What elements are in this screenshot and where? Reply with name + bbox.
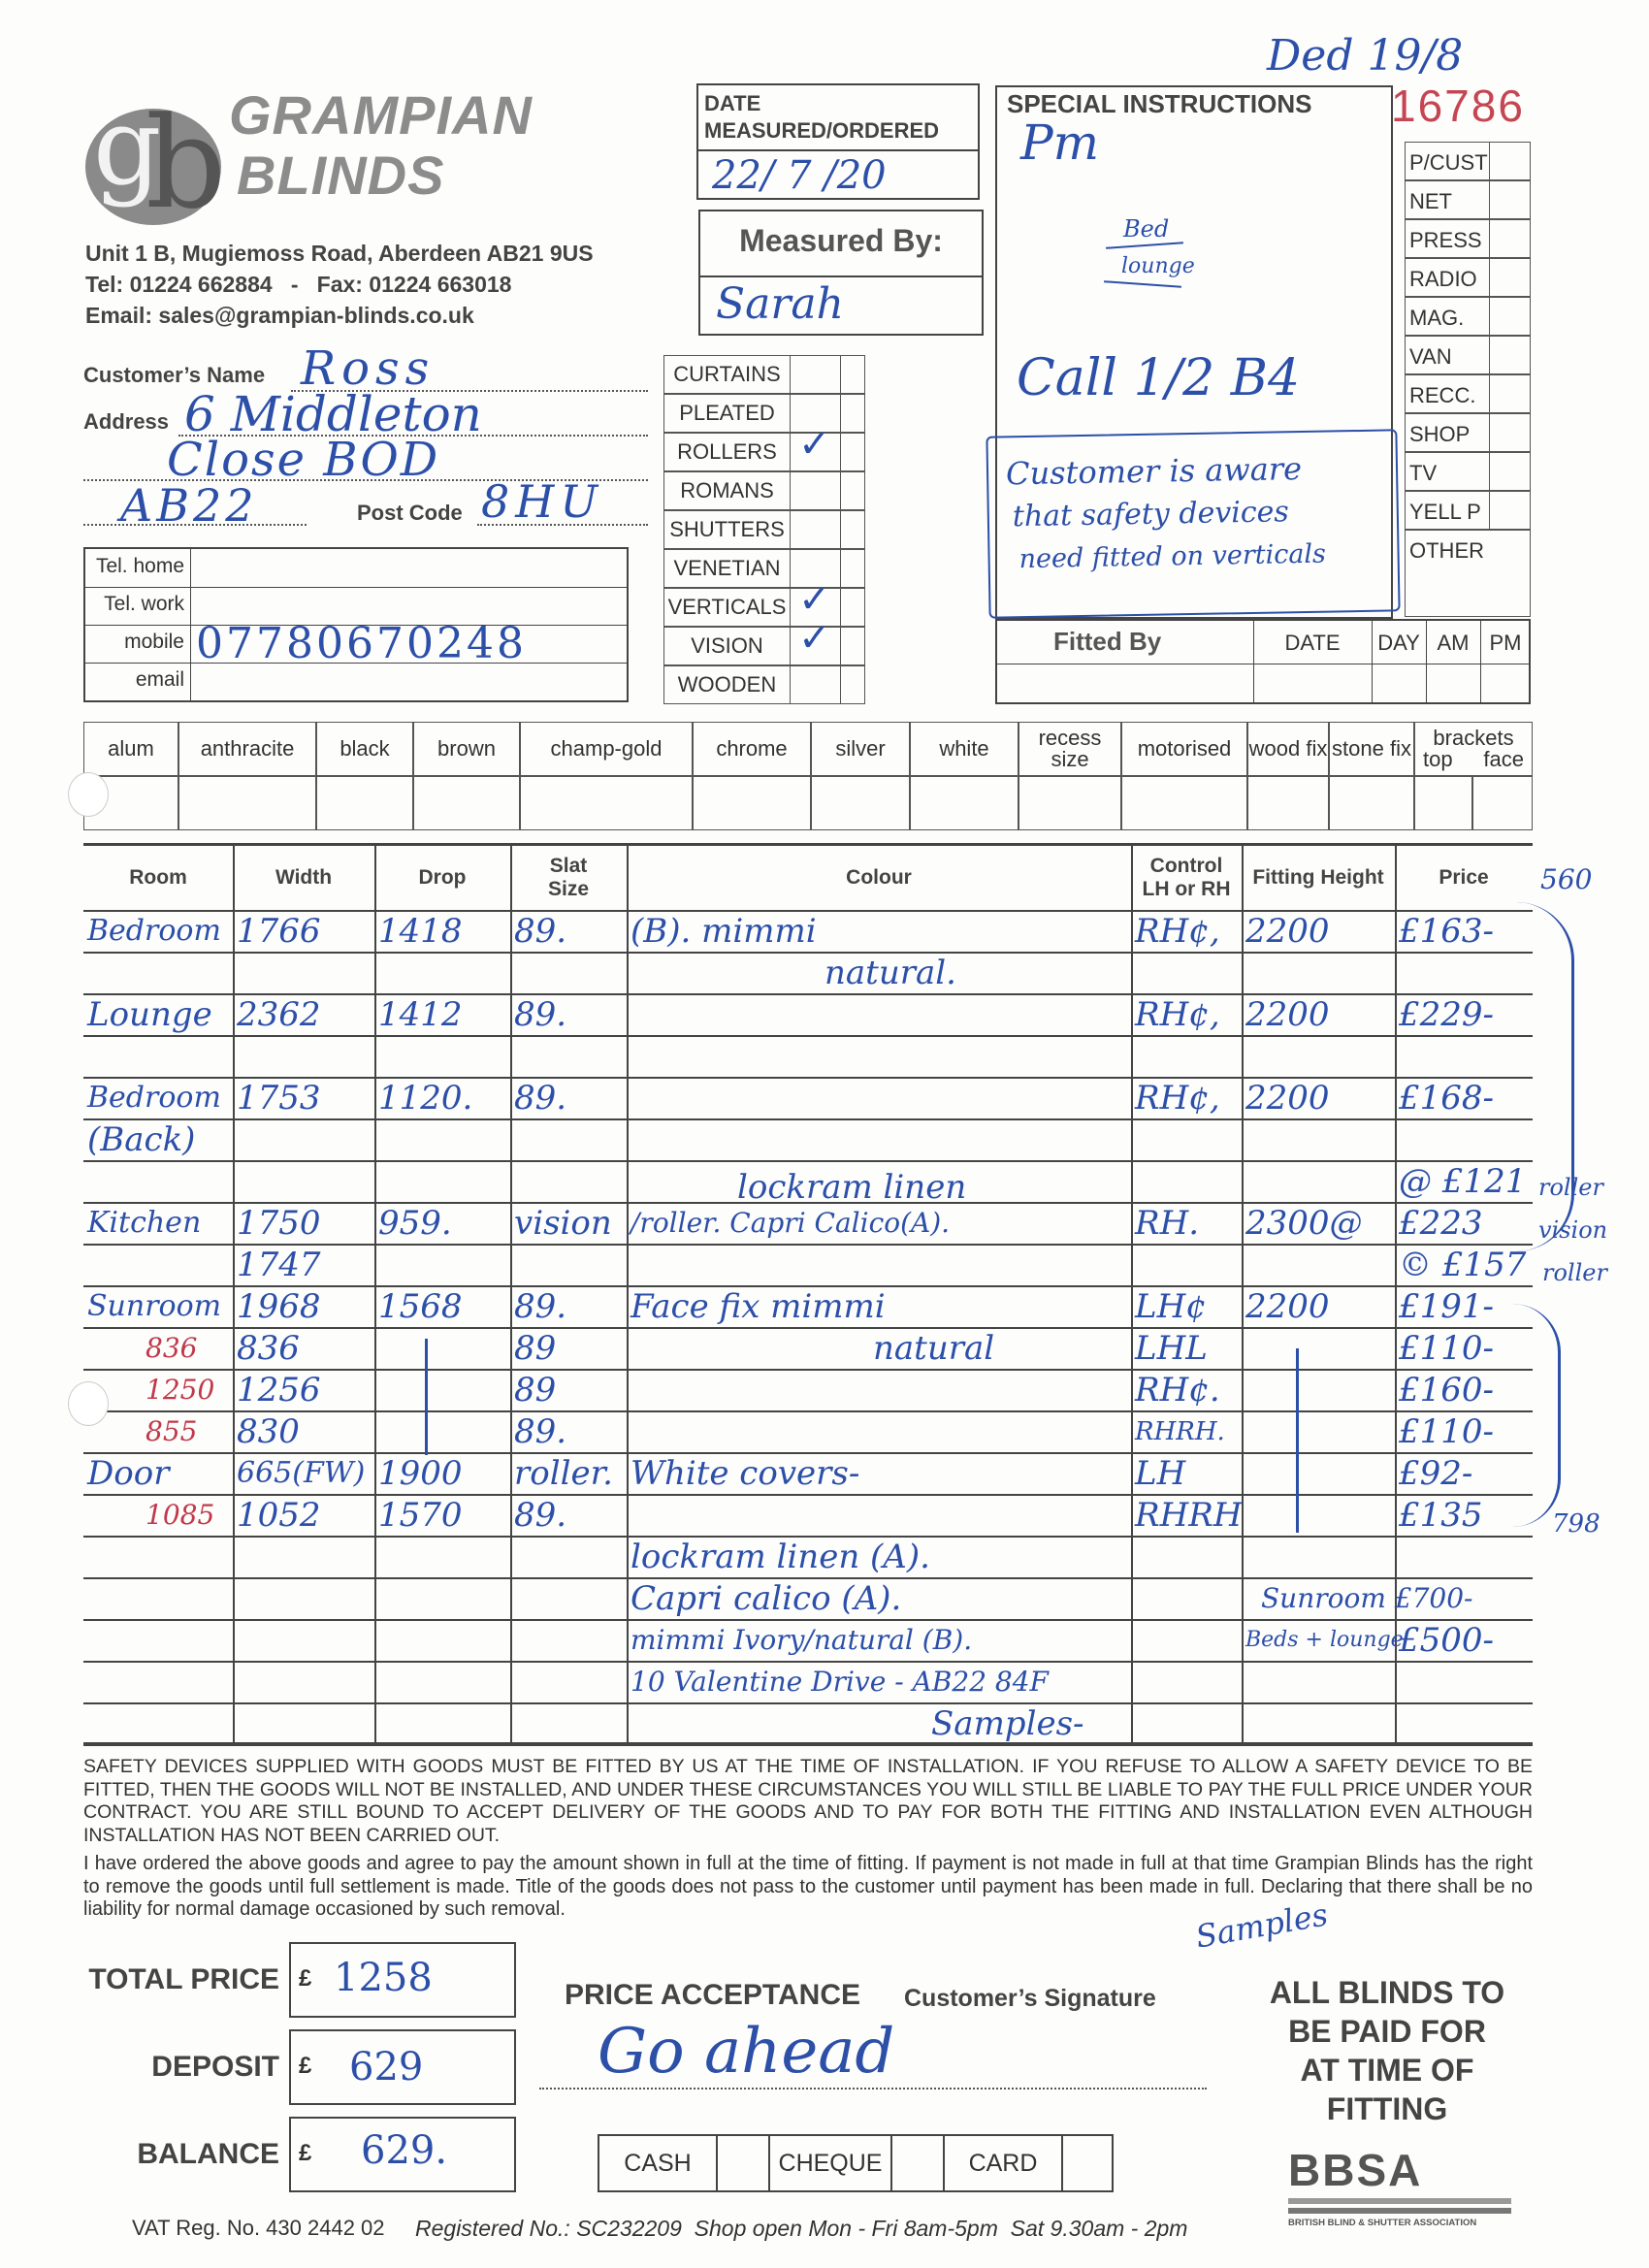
date-label-2: MEASURED/ORDERED: [704, 118, 940, 143]
drop-arrow: [425, 1339, 428, 1455]
cell-slat[interactable]: 89.: [514, 995, 567, 1034]
product-row[interactable]: [663, 617, 865, 665]
source-row[interactable]: [1405, 452, 1531, 491]
company-email: Email: sales@grampian-blinds.co.uk: [85, 303, 474, 328]
logo-letter-b: b: [146, 89, 227, 237]
cell-price[interactable]: £110-: [1399, 1412, 1495, 1451]
cell-price[interactable]: £500-: [1399, 1621, 1495, 1660]
cell-width[interactable]: 1753: [237, 1079, 321, 1118]
note-call: Call 1/2 B4: [1017, 349, 1301, 407]
cell-room[interactable]: Sunroom: [87, 1289, 222, 1323]
product-label: ROMANS: [664, 472, 791, 509]
deposit-box[interactable]: [289, 2029, 516, 2105]
cell-height[interactable]: 2200: [1245, 995, 1330, 1034]
cell-slat[interactable]: roller.: [514, 1454, 613, 1493]
cell-price[interactable]: £223: [1399, 1204, 1483, 1243]
payment-card-checkbox[interactable]: [1061, 2134, 1114, 2192]
tel-home-label: Tel. home: [95, 555, 184, 577]
cell-price[interactable]: £163-: [1399, 912, 1495, 951]
cell-slat[interactable]: 89: [514, 1371, 557, 1409]
option-brackets: [1414, 722, 1533, 776]
source-label: RADIO: [1409, 267, 1477, 291]
cell-room[interactable]: (Back): [87, 1120, 196, 1159]
notice-line-1: ALL BLINDS TO: [1269, 1975, 1505, 2010]
cell-price[interactable]: £168-: [1399, 1079, 1495, 1118]
cell-control[interactable]: RHRH: [1135, 1496, 1243, 1535]
note-line-3: need fitted on verticals: [1018, 538, 1327, 575]
product-row[interactable]: [663, 423, 865, 471]
source-row[interactable]: [1405, 297, 1531, 336]
source-label: VAN: [1409, 344, 1452, 369]
cell-colour[interactable]: mimmi Ivory/natural (B).: [630, 1624, 973, 1656]
cell-room[interactable]: Bedroom: [87, 1081, 221, 1115]
cell-colour[interactable]: (B). mimmi: [630, 912, 817, 951]
product-row[interactable]: [663, 394, 865, 433]
cell-drop[interactable]: 1570: [378, 1496, 463, 1535]
row-divider: [83, 1035, 1533, 1037]
cell-slat[interactable]: 89.: [514, 1412, 567, 1451]
cell-room[interactable]: Door: [87, 1454, 170, 1493]
fitted-date-label: DATE: [1284, 631, 1341, 655]
source-row[interactable]: [1405, 491, 1531, 530]
date-measured-box: [696, 83, 980, 200]
subtotal-798: 798: [1552, 1509, 1600, 1539]
notice-line-4: FITTING: [1326, 2091, 1448, 2126]
payment-terms: I have ordered the above goods and agree to pay the amount shown in full at the time of fitting. If payment is not made in full at that time Grampian Blinds has the right to remove the goods until full settlement is made. Title of the goods does not pass to the customer until payment has been made in full. Declaring that there shall be no liability for normal damage occasioned by such removal.: [83, 1853, 1533, 1920]
currency-symbol: £: [299, 2140, 312, 2166]
cell-control[interactable]: RH¢,: [1135, 1079, 1220, 1118]
cell-drop[interactable]: 1412: [378, 995, 463, 1034]
note-pm: Pm: [1020, 114, 1100, 171]
option-silver: silver: [811, 722, 910, 776]
notice-line-3: AT TIME OF: [1300, 2053, 1474, 2088]
cell-width[interactable]: 1750: [237, 1204, 321, 1243]
note-roller-1: roller: [1538, 1174, 1603, 1201]
cell-height[interactable]: 2200: [1245, 912, 1330, 951]
cell-control[interactable]: LH: [1135, 1454, 1186, 1493]
bbsa-wordmark: BBSA: [1288, 2145, 1423, 2195]
fitted-by-table: [995, 619, 1531, 704]
balance-label: BALANCE: [137, 2138, 279, 2170]
tel-work-label: Tel. work: [104, 593, 184, 615]
mobile-value[interactable]: 07780670248: [196, 619, 527, 668]
cell-price[interactable]: @ £121: [1399, 1162, 1527, 1201]
cell-height[interactable]: 2200: [1245, 1287, 1330, 1326]
currency-symbol: £: [299, 1965, 312, 1992]
option-brackets-face-value[interactable]: [1472, 776, 1533, 830]
note-vision: vision: [1538, 1216, 1608, 1244]
cell-width[interactable]: 1052: [237, 1496, 321, 1535]
option-black: black: [316, 722, 413, 776]
measured-by-box: [698, 210, 984, 336]
total-price-value: 1258: [334, 1956, 433, 2000]
source-row-other[interactable]: [1405, 530, 1531, 617]
cell-colour[interactable]: Capri calico (A).: [630, 1579, 902, 1618]
cell-slat[interactable]: 89.: [514, 912, 567, 951]
cell-slat[interactable]: 89.: [514, 1496, 567, 1535]
cell-slat[interactable]: 89.: [514, 1287, 567, 1326]
cell-width[interactable]: 665(FW): [237, 1456, 366, 1490]
check-icon: ✓: [798, 423, 831, 466]
total-price-box[interactable]: [289, 1942, 516, 2018]
product-row[interactable]: [663, 355, 865, 394]
brackets-top: top: [1423, 747, 1453, 771]
height-arrow: [1296, 1348, 1299, 1533]
cell-room[interactable]: 1085: [146, 1499, 215, 1531]
cell-slat[interactable]: 89.: [514, 1079, 567, 1118]
product-label: ROLLERS: [664, 434, 791, 470]
cell-height[interactable]: 2200: [1245, 1079, 1330, 1118]
product-row[interactable]: [663, 578, 865, 627]
cell-width[interactable]: 1747: [237, 1246, 321, 1284]
cell-price[interactable]: £92-: [1399, 1454, 1473, 1493]
measured-by-label: Measured By:: [739, 223, 943, 258]
cell-colour[interactable]: lockram linen: [737, 1168, 967, 1207]
cell-room[interactable]: 1250: [146, 1374, 215, 1406]
header-fitting-height: Fitting Height: [1252, 865, 1384, 889]
option-silver-value[interactable]: [811, 776, 910, 830]
fitted-am-label: AM: [1437, 631, 1470, 655]
option-chrome: chrome: [693, 722, 811, 776]
cell-width[interactable]: 1766: [237, 912, 321, 951]
option-recess-value[interactable]: [1018, 776, 1121, 830]
source-label: TV: [1409, 461, 1438, 485]
vat-number: VAT Reg. No. 430 2442 02: [132, 2216, 385, 2240]
cell-price[interactable]: £160-: [1399, 1371, 1495, 1409]
cell-height[interactable]: 2300@: [1245, 1204, 1363, 1243]
header-width: Width: [275, 865, 333, 889]
source-row[interactable]: [1405, 374, 1531, 413]
note-line-1: Customer is aware: [1005, 450, 1303, 493]
cell-price[interactable]: £110-: [1399, 1329, 1495, 1368]
bbsa-tagline: BRITISH BLIND & SHUTTER ASSOCIATION: [1288, 2218, 1477, 2228]
address-line-3[interactable]: AB22: [120, 479, 258, 532]
brand-line-2: BLINDS: [237, 145, 445, 206]
total-price-label: TOTAL PRICE: [88, 1963, 279, 1995]
option-champ-gold-value[interactable]: [520, 776, 693, 830]
product-label: WOODEN: [664, 666, 791, 703]
header-slat-size: [510, 845, 627, 910]
cell-drop[interactable]: 1418: [378, 912, 463, 951]
option-white-value[interactable]: [910, 776, 1018, 830]
address-line-2[interactable]: Close BOD: [167, 433, 440, 487]
header-room: Room: [129, 865, 187, 889]
product-row[interactable]: [663, 549, 865, 588]
product-label: PLEATED: [664, 395, 791, 432]
cell-drop[interactable]: 1900: [378, 1454, 463, 1493]
cell-price[interactable]: £191-: [1399, 1287, 1495, 1326]
postcode-label: Post Code: [357, 501, 463, 525]
cell-slat[interactable]: vision: [514, 1204, 612, 1243]
balance-value: 629.: [361, 2128, 448, 2173]
balance-box[interactable]: [289, 2117, 516, 2192]
option-stone-fix-value[interactable]: [1329, 776, 1414, 830]
safety-terms: SAFETY DEVICES SUPPLIED WITH GOODS MUST BE FITTED BY US AT THE TIME OF INSTALLATION. IF YOU REFUSE TO ALLOW A SAFETY DEVICE TO BE FITTED, THEN THE GOODS WILL NOT BE INSTALLED, AND UNDER THESE CIRCUMSTANCES YOU WILL STILL BE LIABLE TO PAY THE FULL PRICE UNDER YOUR CONTRACT. YOU ARE STILL BOUND TO ACCEPT DELIVERY OF THE GOODS AND TO PAY FOR BOTH THE FITTING AND INSTALLATION EVEN ALTHOUGH INSTALLATION HAS NOT BEEN CARRIED OUT.: [83, 1756, 1533, 1846]
option-black-value[interactable]: [316, 776, 413, 830]
customer-name-label: Customer’s Name: [83, 363, 266, 387]
row-divider: [83, 952, 1533, 954]
punch-hole: [68, 772, 109, 817]
special-instructions-label: SPECIAL INSTRUCTIONS: [1007, 89, 1312, 118]
cell-width[interactable]: 2362: [237, 995, 321, 1034]
header-slat-size-text: Slat Size: [547, 854, 590, 900]
cell-control[interactable]: LHL: [1135, 1329, 1208, 1368]
price-acceptance-label: PRICE ACCEPTANCE: [565, 1979, 861, 2011]
order-number: 16786: [1391, 81, 1525, 131]
cell-colour[interactable]: lockram linen (A).: [630, 1538, 930, 1576]
row-divider: [83, 1327, 1533, 1329]
samples-annotation: Samples: [1192, 1895, 1331, 1956]
option-wood-fix-value[interactable]: [1247, 776, 1329, 830]
option-recess-size: recess size: [1018, 722, 1121, 776]
cell-control[interactable]: RH¢.: [1135, 1371, 1220, 1409]
cell-colour[interactable]: Samples-: [931, 1704, 1084, 1743]
email-label: email: [135, 668, 184, 691]
product-label: VISION: [664, 628, 791, 664]
payment-cheque-checkbox[interactable]: [890, 2134, 945, 2192]
cell-drop[interactable]: 1568: [378, 1287, 463, 1326]
cell-room[interactable]: 855: [146, 1415, 198, 1447]
cell-control[interactable]: LH¢: [1135, 1287, 1207, 1326]
source-row[interactable]: [1405, 219, 1531, 258]
note-line-2: that safety devices: [1012, 495, 1290, 535]
product-label: VERTICALS: [664, 589, 791, 626]
cell-slat[interactable]: 89: [514, 1329, 557, 1368]
cell-width[interactable]: 1968: [237, 1287, 321, 1326]
cell-drop[interactable]: 959.: [378, 1204, 452, 1243]
option-chrome-value[interactable]: [693, 776, 811, 830]
option-stone-fix: stone fix: [1329, 722, 1414, 776]
phone-table: [83, 547, 629, 702]
payment-notice: [1242, 1973, 1533, 2128]
option-brackets-top-value[interactable]: [1414, 776, 1472, 830]
mobile-label: mobile: [124, 631, 184, 653]
bbsa-logo: [1288, 2145, 1511, 2228]
bracket-mark: [1509, 1304, 1561, 1527]
date-measured-value[interactable]: 22/ 7 /20: [712, 153, 887, 198]
product-row[interactable]: [663, 510, 865, 549]
deposit-value: 629: [349, 2045, 424, 2090]
option-anthracite-value[interactable]: [178, 776, 316, 830]
cell-colour[interactable]: White covers-: [630, 1454, 860, 1493]
cell-price[interactable]: Sunroom £700-: [1261, 1582, 1473, 1614]
logo-letters: g: [93, 84, 162, 209]
header-drop: Drop: [418, 865, 467, 889]
customer-signature-label: Customer’s Signature: [904, 1985, 1156, 2012]
brand-line-1: GRAMPIAN: [229, 84, 533, 146]
cell-room[interactable]: Lounge: [87, 995, 212, 1034]
address-label: Address: [83, 409, 170, 434]
product-row[interactable]: [663, 665, 865, 704]
option-motorised-value[interactable]: [1121, 776, 1247, 830]
source-row[interactable]: [1405, 142, 1531, 180]
cell-height[interactable]: Beds + lounge: [1245, 1628, 1404, 1652]
source-label: YELL P: [1409, 500, 1481, 524]
cell-colour[interactable]: natural: [873, 1329, 995, 1368]
currency-symbol: £: [299, 2053, 312, 2079]
option-wood-fix: wood fix: [1247, 722, 1329, 776]
postcode-value[interactable]: 8HU: [481, 475, 604, 528]
cell-price[interactable]: £229-: [1399, 995, 1495, 1034]
registration-hours: Registered No.: SC232209 Shop open Mon - Fri 8am-5pm Sat 9.30am - 2pm: [415, 2216, 1188, 2241]
notice-line-2: BE PAID FOR: [1288, 2014, 1486, 2049]
row-divider: [83, 1702, 1533, 1704]
brackets-face: face: [1483, 747, 1524, 771]
fitted-day-label: DAY: [1377, 631, 1420, 655]
customer-signature[interactable]: Go ahead: [598, 2016, 895, 2088]
note-bed: Bed: [1123, 215, 1170, 243]
header-colour: Colour: [846, 865, 912, 889]
cell-room[interactable]: Bedroom: [87, 914, 221, 948]
note-lounge: lounge: [1121, 254, 1195, 278]
brackets-label: brackets: [1433, 726, 1514, 750]
date-label-1: DATE: [704, 91, 761, 115]
source-row[interactable]: [1405, 258, 1531, 297]
deposit-label: DEPOSIT: [151, 2051, 279, 2083]
note-roller-2: roller: [1542, 1259, 1607, 1286]
cell-control[interactable]: RH.: [1135, 1204, 1200, 1243]
safety-note-box: [986, 429, 1400, 618]
address-line-1[interactable]: 6 Middleton: [184, 386, 482, 442]
cell-price[interactable]: £135: [1399, 1496, 1483, 1535]
row-divider: [83, 1410, 1533, 1412]
header-control: [1131, 845, 1242, 910]
row-divider: [83, 1160, 1533, 1162]
source-label: PRESS: [1409, 228, 1482, 252]
header-control-text: Control LH or RH: [1142, 854, 1231, 900]
measured-by-value[interactable]: Sarah: [716, 279, 844, 329]
cell-colour[interactable]: natural.: [824, 954, 956, 992]
payment-card-label: CARD: [943, 2134, 1063, 2192]
cell-colour[interactable]: 10 Valentine Drive - AB22 84F: [630, 1666, 1049, 1698]
cell-room[interactable]: 836: [146, 1332, 198, 1364]
source-row[interactable]: [1405, 336, 1531, 374]
row-divider: [83, 1118, 1533, 1120]
delivery-annotation: Ded 19/8: [1267, 31, 1464, 81]
customer-name[interactable]: Ross: [301, 341, 436, 396]
cell-colour[interactable]: Face fix mimmi: [630, 1287, 886, 1326]
header-price: Price: [1439, 865, 1489, 889]
cell-room[interactable]: Kitchen: [87, 1206, 202, 1240]
option-white: white: [910, 722, 1018, 776]
source-label: RECC.: [1409, 383, 1476, 407]
payment-cash-checkbox[interactable]: [716, 2134, 770, 2192]
product-label: CURTAINS: [664, 356, 791, 393]
source-label: SHOP: [1409, 422, 1471, 446]
option-anthracite: anthracite: [178, 722, 316, 776]
option-brown-value[interactable]: [413, 776, 520, 830]
source-label: P/CUST: [1409, 150, 1488, 175]
source-label: NET: [1409, 189, 1452, 213]
product-label: VENETIAN: [664, 550, 791, 587]
source-row[interactable]: [1405, 180, 1531, 219]
cell-control[interactable]: RH¢,: [1135, 912, 1220, 951]
option-alum: alum: [83, 722, 178, 776]
cell-width[interactable]: 830: [237, 1412, 300, 1451]
cell-control[interactable]: RHRH.: [1135, 1417, 1225, 1446]
source-label: MAG.: [1409, 306, 1465, 330]
option-motorised: motorised: [1121, 722, 1247, 776]
fitted-pm-label: PM: [1489, 631, 1522, 655]
option-brown: brown: [413, 722, 520, 776]
company-phone: Tel: 01224 662884 - Fax: 01224 663018: [85, 272, 512, 297]
cell-width[interactable]: 836: [237, 1329, 300, 1368]
check-icon: ✓: [798, 578, 831, 621]
cell-price[interactable]: © £157: [1399, 1246, 1527, 1284]
source-row[interactable]: [1405, 413, 1531, 452]
option-champ-gold: champ-gold: [520, 722, 693, 776]
company-address: Unit 1 B, Mugiemoss Road, Aberdeen AB21 9US: [85, 241, 594, 266]
fitted-by-label: Fitted By: [1053, 627, 1162, 656]
cell-width[interactable]: 1256: [237, 1371, 321, 1409]
cell-colour[interactable]: /roller. Capri Calico(A).: [630, 1207, 951, 1239]
source-label: OTHER: [1409, 538, 1484, 563]
cell-drop[interactable]: 1120.: [378, 1079, 473, 1118]
subtotal-560: 560: [1540, 863, 1593, 895]
payment-cash-label: CASH: [598, 2134, 718, 2192]
punch-hole: [68, 1381, 109, 1426]
payment-cheque-label: CHEQUE: [768, 2134, 892, 2192]
cell-control[interactable]: RH¢,: [1135, 995, 1220, 1034]
product-label: SHUTTERS: [664, 511, 791, 548]
product-row[interactable]: [663, 471, 865, 510]
check-icon: ✓: [798, 617, 831, 660]
